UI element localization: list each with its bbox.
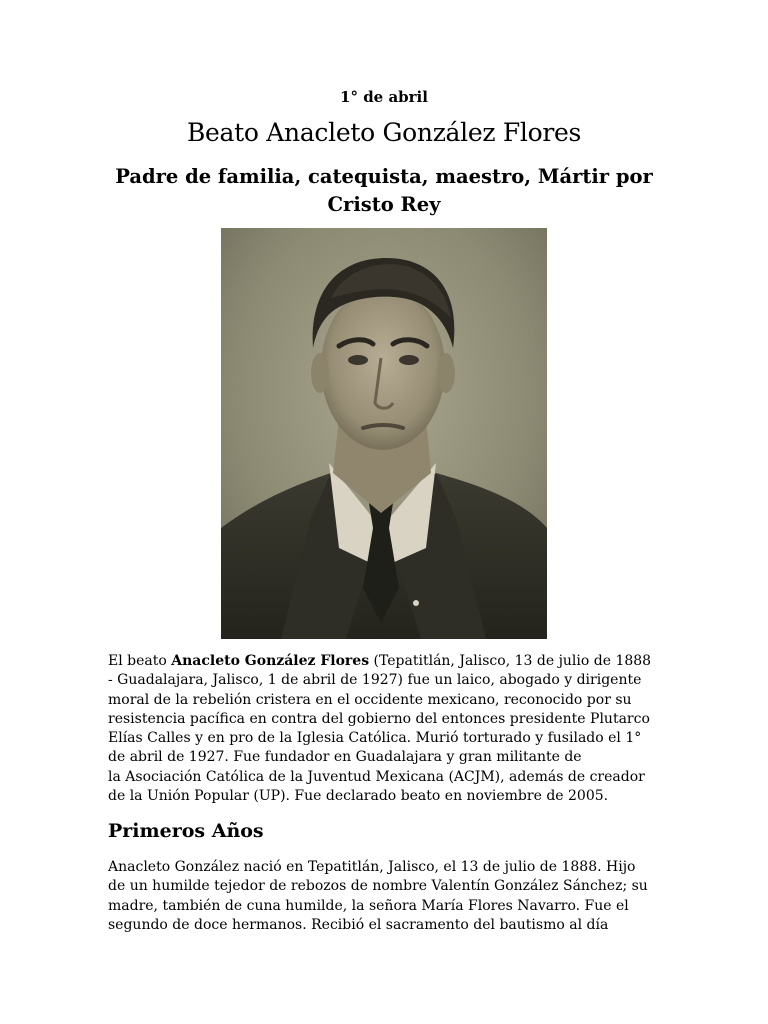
subtitle: [100, 163, 668, 219]
intro-line-3: moral de la rebelión cristera en el occidente mexicano, reconocido por su: [108, 691, 632, 708]
early-line-1: Anacleto González nació en Tepatitlán, Jalisco, el 13 de julio de 1888. Hijo: [108, 859, 636, 875]
subject-name: Anacleto González Flores: [171, 653, 370, 669]
early-line-3: madre, también de cuna humilde, la señora María Flores Navarro. Fue el: [108, 897, 629, 914]
intro-text-pre: El beato: [108, 653, 172, 669]
early-line-4: segundo de doce hermanos. Recibió el sacramento del bautismo al día: [108, 916, 609, 933]
intro-line-4: resistencia pacífica en contra del gobierno del entonces presidente Plutarco: [108, 710, 650, 727]
intro-line-8: de la Unión Popular (UP). Fue declarado beato en noviembre de 2005.: [108, 788, 609, 805]
intro-line-6: de abril de 1927. Fue fundador en Guadalajara y gran militante de: [108, 749, 582, 766]
early-years-paragraph: [108, 858, 668, 935]
portrait-photo: [221, 228, 547, 639]
intro-text-post: (Tepatitlán, Jalisco, 13 de julio de 1888: [369, 653, 652, 669]
subtitle-line-2: Cristo Rey: [327, 193, 441, 216]
intro-line-2: - Guadalajara, Jalisco, 1 de abril de 1927) fue un laico, abogado y dirigente: [108, 672, 642, 689]
intro-line-7: la Asociación Católica de la Juventud Mexicana (ACJM), además de creador: [108, 768, 645, 785]
intro-line-5: Elías Calles y en pro de la Iglesia Católica. Murió torturado y fusilado el 1°: [108, 730, 642, 747]
intro-paragraph: [108, 652, 668, 806]
page-title: Beato Anacleto González Flores: [186, 118, 582, 147]
early-line-2: de un humilde tejedor de rebozos de nombre Valentín González Sánchez; su: [108, 878, 648, 895]
subtitle-line-1: Padre de familia, catequista, maestro, Mártir por: [115, 165, 653, 188]
section-heading-primeros-anos: Primeros Años: [108, 820, 264, 842]
intro-line-1: [108, 652, 668, 671]
date-heading: 1° de abril: [340, 88, 428, 106]
